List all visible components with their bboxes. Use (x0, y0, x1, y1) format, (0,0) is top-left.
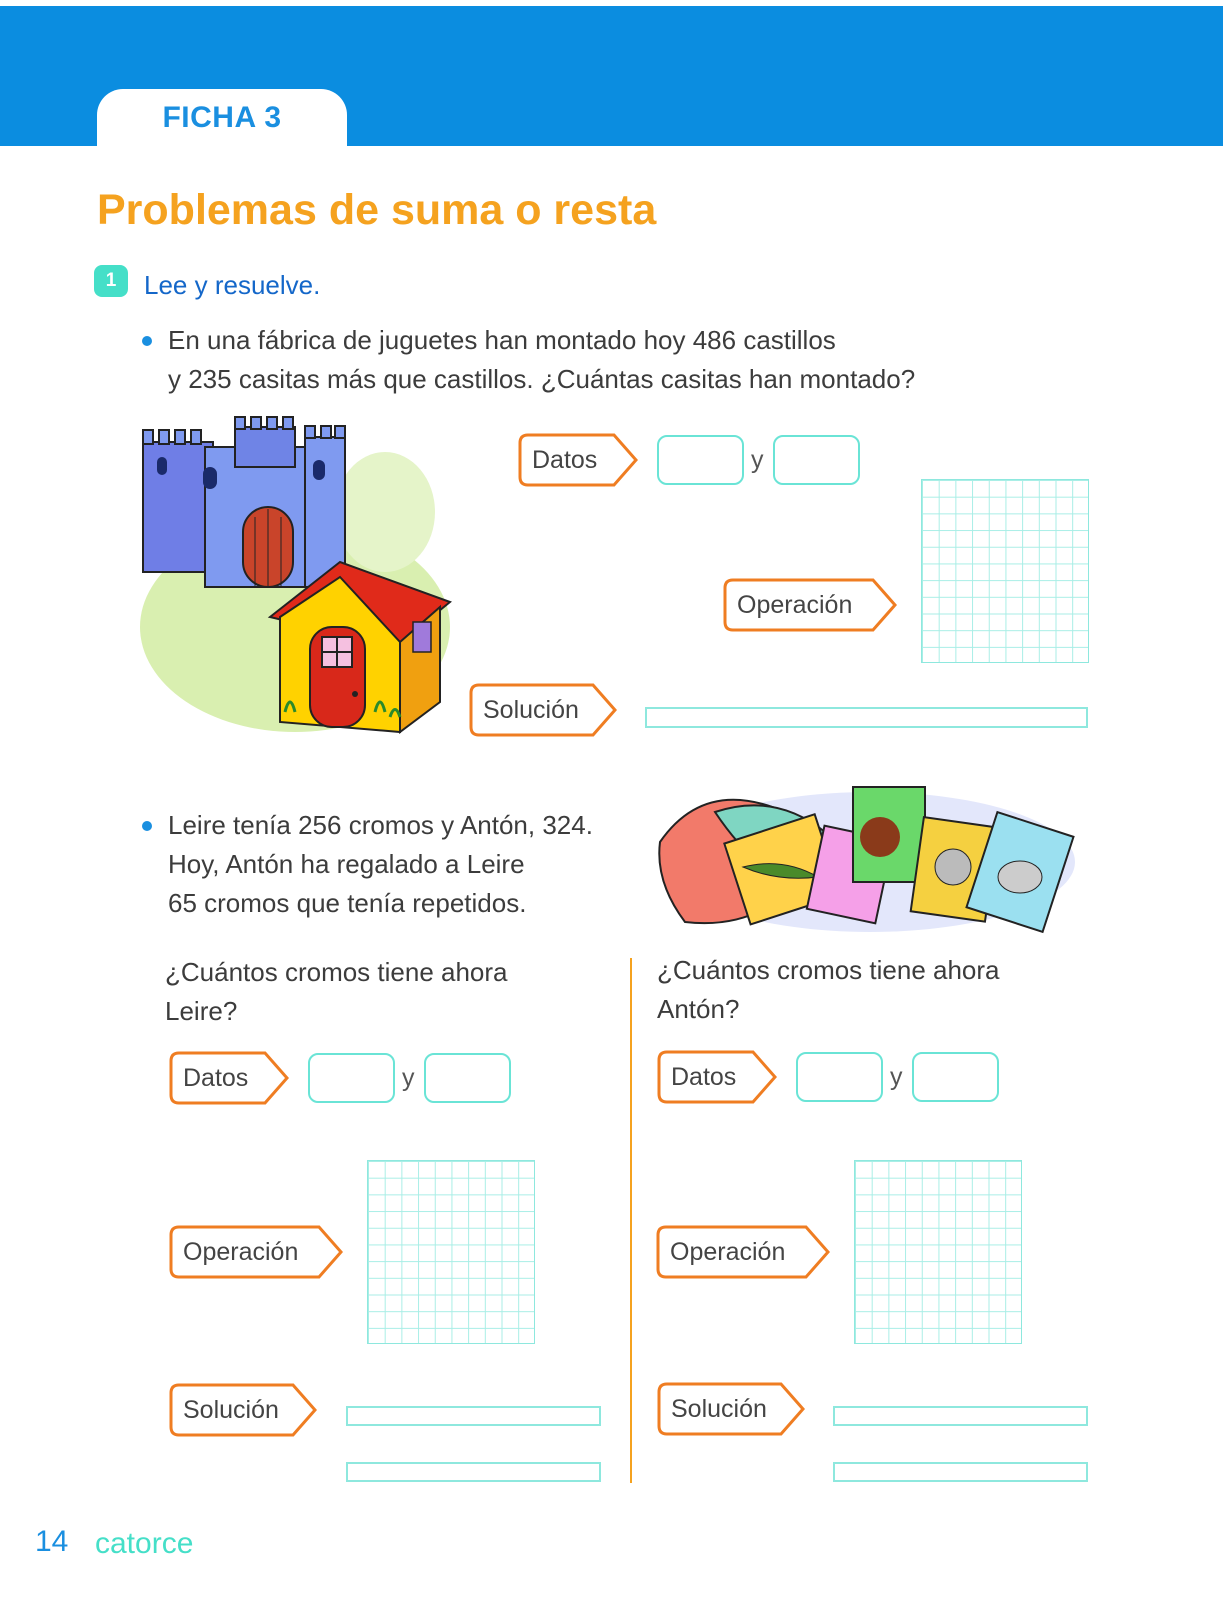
left-solution-line-1[interactable] (346, 1406, 601, 1426)
right-question-line: ¿Cuántos cromos tiene ahora (657, 955, 1000, 985)
problem2-text-line: Leire tenía 256 cromos y Antón, 324. (168, 810, 593, 840)
left-data-input-box-2[interactable] (424, 1053, 511, 1103)
right-operacion-label (656, 1225, 832, 1279)
operation-grid[interactable] (921, 479, 1089, 663)
right-question-line: Antón? (657, 994, 740, 1024)
solution-line[interactable] (645, 707, 1088, 728)
right-datos-label (657, 1050, 779, 1104)
solucion-text: Solución (671, 1394, 767, 1423)
solucion-text: Solución (483, 695, 579, 724)
operacion-label (723, 578, 899, 632)
datos-text: Datos (532, 445, 598, 474)
datos-label (518, 433, 640, 487)
page-title: Problemas de suma o resta (97, 186, 657, 234)
page-number-word: catorce (95, 1527, 194, 1560)
right-solucion-label (657, 1382, 807, 1436)
operacion-text: Operación (670, 1237, 786, 1266)
right-operation-grid[interactable] (854, 1160, 1022, 1344)
datos-text: Datos (183, 1063, 249, 1092)
ficha-tab (97, 89, 347, 147)
left-operacion-label (169, 1225, 345, 1279)
left-operation-grid[interactable] (367, 1160, 535, 1344)
data-input-box-1[interactable] (657, 435, 744, 485)
right-data-input-box-1[interactable] (796, 1052, 883, 1102)
left-datos-label (169, 1051, 291, 1105)
bullet-icon (142, 336, 152, 346)
solucion-label (469, 683, 619, 737)
left-data-input-box-1[interactable] (308, 1053, 395, 1103)
solucion-text: Solución (183, 1395, 279, 1424)
left-question-line: ¿Cuántos cromos tiene ahora (165, 957, 508, 987)
problem1-text-line: En una fábrica de juguetes han montado hoy 486 castillos (168, 325, 836, 355)
trading-cards-illustration (655, 782, 1075, 942)
y-connector: y (890, 1063, 903, 1091)
problem2-text-line: Hoy, Antón ha regalado a Leire (168, 849, 525, 879)
data-input-box-2[interactable] (773, 435, 860, 485)
bullet-icon (142, 821, 152, 831)
right-solution-line-1[interactable] (833, 1406, 1088, 1426)
left-question-line: Leire? (165, 996, 238, 1026)
exercise-number-badge: 1 (94, 265, 128, 297)
y-connector: y (402, 1064, 415, 1092)
right-solution-line-2[interactable] (833, 1462, 1088, 1482)
operacion-text: Operación (737, 590, 853, 619)
ficha-label: FICHA 3 (162, 101, 282, 134)
left-solution-line-2[interactable] (346, 1462, 601, 1482)
castle-house-illustration (135, 412, 455, 737)
page-number: 14 (35, 1525, 69, 1558)
y-connector: y (751, 446, 764, 474)
left-solucion-label (169, 1383, 319, 1437)
column-divider (630, 958, 632, 1483)
right-data-input-box-2[interactable] (912, 1052, 999, 1102)
operacion-text: Operación (183, 1237, 299, 1266)
problem1-text-line: y 235 casitas más que castillos. ¿Cuántas casitas han montado? (168, 364, 916, 394)
datos-text: Datos (671, 1062, 737, 1091)
problem2-text-line: 65 cromos que tenía repetidos. (168, 888, 527, 918)
exercise-instruction: Lee y resuelve. (144, 270, 321, 300)
